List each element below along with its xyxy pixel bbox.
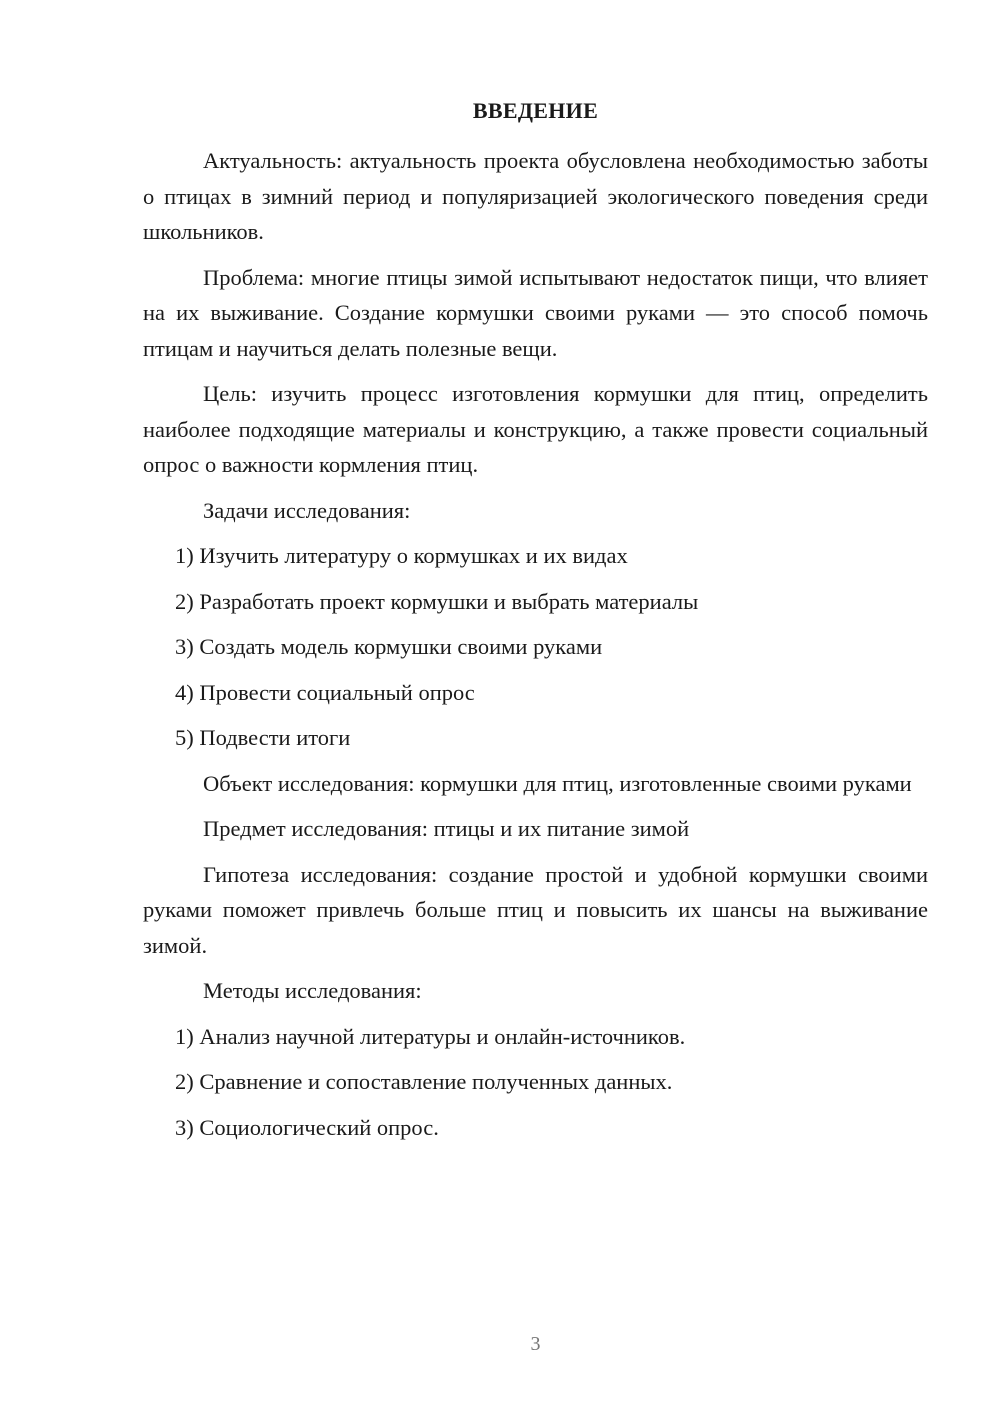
object-paragraph: Объект исследования: кормушки для птиц, изготовленные своими руками xyxy=(203,770,912,796)
list-item: 2) Разработать проект кормушки и выбрать материалы xyxy=(175,588,699,614)
list-item: 5) Подвести итоги xyxy=(175,725,351,750)
subject-paragraph: Предмет исследования: птицы и их питание зимой xyxy=(203,816,690,841)
goal-paragraph: Цель: изучить процесс изготовления кормушки для птиц, определить наиболее подходящие материалы и конструкцию, а также провести социальный опрос о важности кормления птиц. xyxy=(143,381,928,477)
tasks-list xyxy=(143,538,928,756)
methods-list xyxy=(143,1019,928,1146)
hypothesis-paragraph: Гипотеза исследования: создание простой и удобной кормушки своими руками поможет привлечь больше птиц и повысить их шансы на выживание зимой. xyxy=(143,861,928,958)
page-number: 3 xyxy=(530,1333,541,1355)
list-item: 1) Изучить литературу о кормушках и их видах xyxy=(175,543,628,568)
list-item: 2) Сравнение и сопоставление полученных данных. xyxy=(175,1069,673,1094)
tasks-heading: Задачи исследования: xyxy=(203,497,411,523)
relevance-paragraph: Актуальность: актуальность проекта обусловлена необходимостью заботы о птицах в зимний период и популяризацией экологического поведения среди школьников. xyxy=(143,148,928,244)
document-page xyxy=(143,0,928,1414)
methods-heading: Методы исследования: xyxy=(203,978,422,1003)
list-item: 3) Создать модель кормушки своими руками xyxy=(175,634,603,659)
problem-paragraph: Проблема: многие птицы зимой испытывают недостаток пищи, что влияет на их выживание. Создание кормушки своими руками — это способ помочь птицам и научиться делать полезные вещи. xyxy=(143,264,928,361)
list-item: 3) Социологический опрос. xyxy=(175,1114,439,1140)
list-item: 1) Анализ научной литературы и онлайн-источников. xyxy=(175,1023,686,1049)
page-title: ВВЕДЕНИЕ xyxy=(472,98,599,123)
document-body xyxy=(143,143,928,1155)
list-item: 4) Провести социальный опрос xyxy=(175,679,475,705)
